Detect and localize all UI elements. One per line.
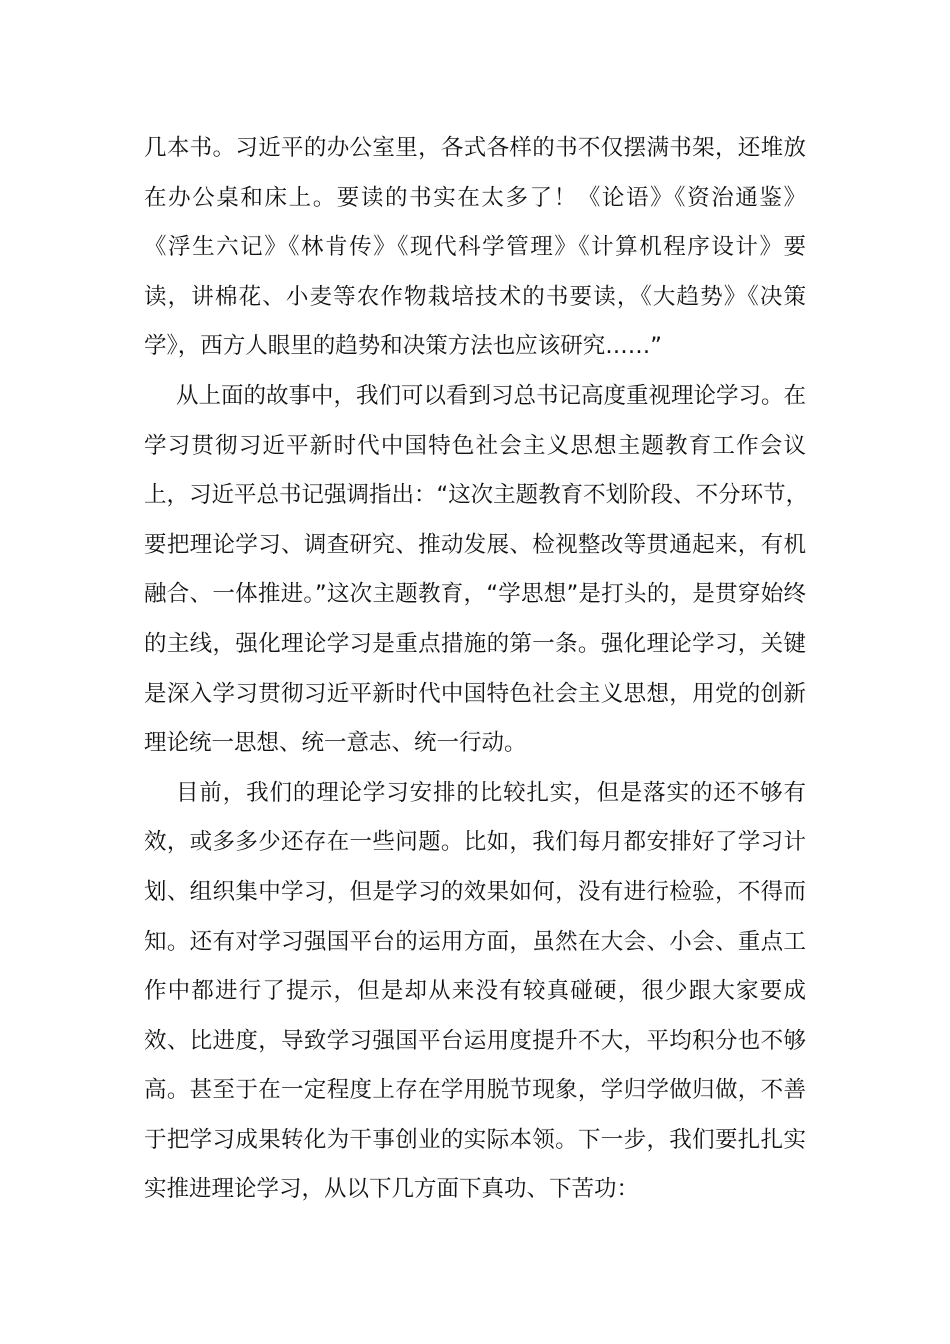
text-line: 目前，我们的理论学习安排的比较扎实，但是落实的还不够有: [176, 779, 806, 806]
text-line: 在办公桌和床上。要读的书实在太多了！《论语》《资治通鉴》: [144, 184, 806, 211]
text-line: 学》，西方人眼里的趋势和决策方法也应该研究……”: [144, 333, 662, 360]
text-line: 要把理论学习、调查研究、推动发展、检视整改等贯通起来，有机: [144, 531, 806, 558]
paragraph-3: [144, 769, 806, 1215]
text-line: 几本书。习近平的办公室里，各式各样的书不仅摆满书架，还堆放: [144, 135, 806, 161]
text-line: 于把学习成果转化为干事创业的实际本领。下一步，我们要扎扎实: [144, 1126, 806, 1153]
text-line: 实推进理论学习，从以下几方面下真功、下苦功：: [144, 1176, 640, 1203]
text-line: 读，讲棉花、小麦等农作物栽培技术的书要读，《大趋势》《决策: [144, 283, 806, 310]
paragraph-1: [144, 124, 806, 372]
body-text: [144, 124, 809, 1215]
text-line: 效、比进度，导致学习强国平台运用度提升不大，平均积分也不够: [144, 1027, 806, 1054]
text-line: 理论统一思想、统一意志、统一行动。: [144, 730, 527, 757]
text-line: 从上面的故事中，我们可以看到习总书记高度重视理论学习。在: [176, 382, 807, 409]
text-line: 《浮生六记》《林肯传》《现代科学管理》《计算机程序设计》要: [144, 234, 806, 261]
text-line: 上，习近平总书记强调指出：“这次主题教育不划阶段、不分环节，: [144, 482, 809, 509]
text-line: 划、组织集中学习，但是学习的效果如何，没有进行检验，不得而: [144, 878, 806, 905]
paragraph-2: [144, 372, 809, 769]
text-line: 知。还有对学习强国平台的运用方面，虽然在大会、小会、重点工: [144, 928, 806, 955]
text-line: 融合、一体推进。”这次主题教育，“学思想”是打头的，是贯穿始终: [144, 581, 806, 608]
text-line: 效，或多多少还存在一些问题。比如，我们每月都安排好了学习计: [144, 829, 806, 856]
text-line: 高。甚至于在一定程度上存在学用脱节现象，学归学做归做，不善: [144, 1077, 806, 1104]
text-line: 是深入学习贯彻习近平新时代中国特色社会主义思想，用党的创新: [144, 680, 806, 707]
text-line: 作中都进行了提示，但是却从来没有较真碰硬，很少跟大家要成: [144, 978, 806, 1005]
text-line: 的主线，强化理论学习是重点措施的第一条。强化理论学习，关键: [144, 630, 806, 657]
text-line: 学习贯彻习近平新时代中国特色社会主义思想主题教育工作会议: [144, 432, 806, 459]
